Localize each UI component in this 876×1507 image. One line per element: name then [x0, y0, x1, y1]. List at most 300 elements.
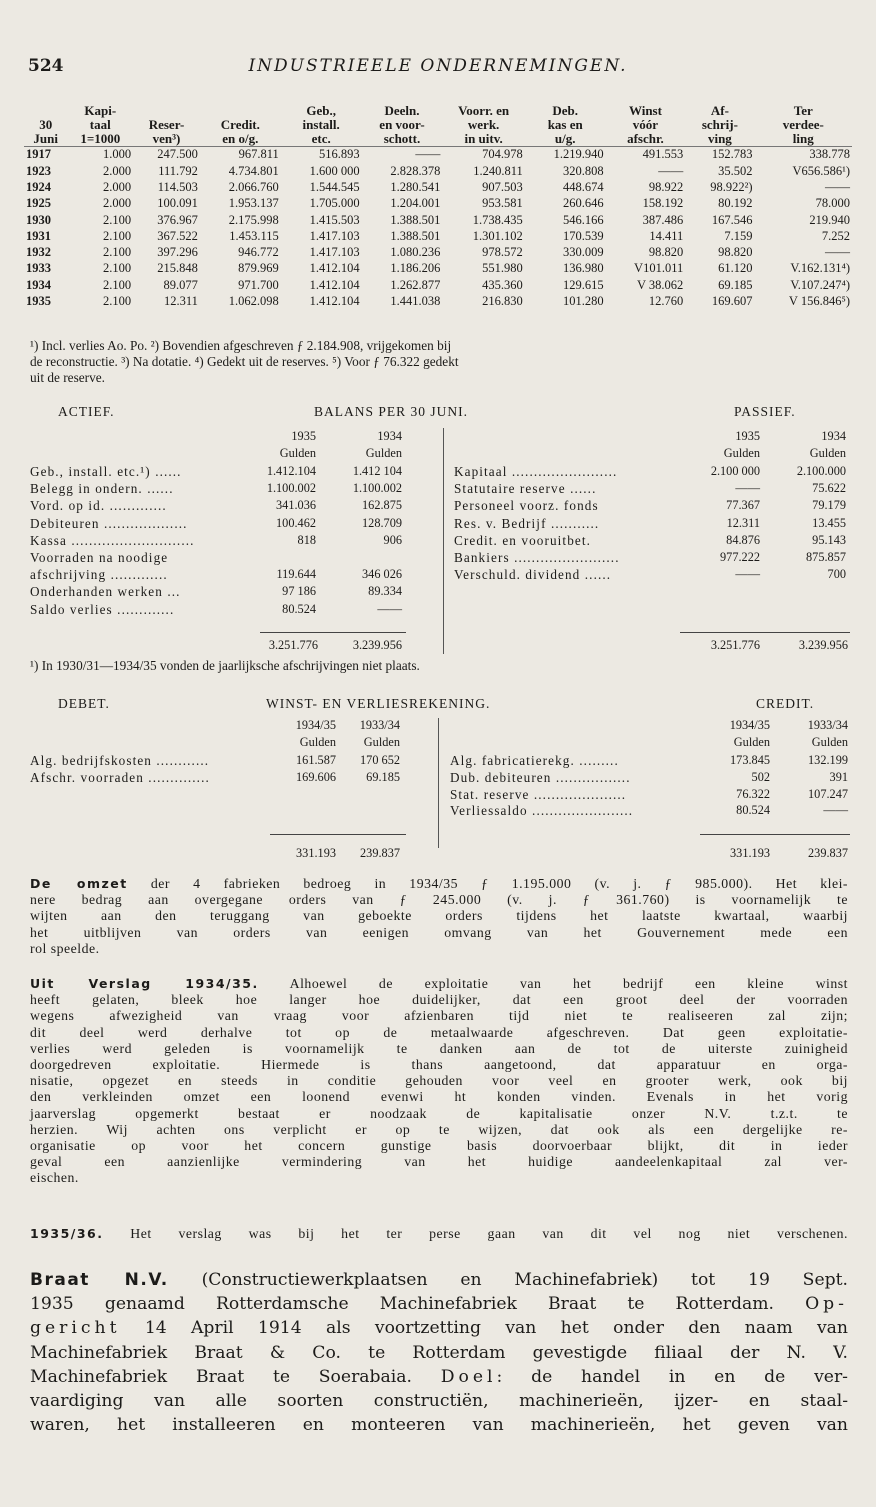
table-cell: 967.811: [200, 147, 281, 164]
table-cell: 491.553: [606, 147, 686, 164]
table-cell: 1.240.811: [473, 163, 523, 178]
row-value: 1.100.002: [352, 481, 402, 496]
row-year: 1932: [26, 245, 51, 260]
row-value: 161.587: [296, 753, 336, 767]
balance-center-title: BALANS PER 30 JUNI.: [314, 404, 469, 419]
table-cell: V.107.247⁴): [790, 277, 850, 292]
table-cell: 435.360: [482, 277, 523, 292]
table-cell: V656.586¹): [792, 163, 850, 178]
balance-footnote: ¹) In 1930/31—1934/35 vonden de jaarlijksche afschrijvingen niet plaats.: [30, 658, 420, 673]
column-header: Juni: [33, 131, 58, 147]
row-value: 1.412 104: [352, 464, 402, 478]
unit-label: Gulden: [809, 446, 846, 460]
column-header: Ter: [793, 103, 813, 119]
row-value: 1.412.104: [266, 464, 316, 478]
footnote-line: ¹) Incl. verlies Ao. Po. ²) Bovendien afgeschreven ƒ 2.184.908, vrijgekomen bij: [30, 338, 452, 353]
row-label: Dub. debiteuren .................: [450, 769, 631, 785]
table-cell: 1.417.103: [309, 228, 360, 243]
balance-left-title: ACTIEF.: [58, 404, 115, 419]
table-cell: 1.544.545: [309, 179, 360, 194]
statement-row: [454, 464, 850, 480]
text-line: Machinefabriek Braat & Co. te Rotterdam gevestigde filiaal der N. V.: [30, 1342, 848, 1363]
table-cell: 2.828.378: [390, 163, 441, 178]
table-cell: 2.175.998: [228, 212, 279, 227]
financial-history-table: [24, 104, 852, 310]
row-value: 169.606: [296, 770, 336, 784]
pl-left-title: DEBET.: [58, 696, 110, 711]
row-value: 132.199: [808, 753, 848, 767]
row-value: 119.644: [276, 567, 316, 582]
row-value: 906: [383, 532, 402, 547]
table-cell: 7.252: [821, 228, 850, 243]
row-label: Verschuld. dividend ......: [454, 567, 612, 583]
statement-row: [30, 584, 410, 600]
column-divider: [438, 718, 439, 848]
text-line: nere bedrag aan overgegane orders van ƒ 245.000 (v. j. ƒ 361.760) is voornamelijk te: [30, 892, 848, 908]
text-line: geval een aanzienlijke vermindering van het huidige aandeelenkapitaal zal ver-: [30, 1154, 848, 1170]
table-cell: 98.820: [718, 245, 753, 260]
text-line: waren, het installeeren en monteeren van machinerieën, het geven van: [30, 1415, 848, 1436]
table-cell: 907.503: [482, 179, 523, 194]
text-line: heeft gelaten, bleek hoe langer hoe duidelijker, dat een groot deel der voorraden: [30, 992, 848, 1008]
table-cell: 100.091: [157, 196, 198, 211]
paragraph-lead: De omzet: [30, 876, 128, 891]
row-year: 1924: [26, 179, 51, 194]
table-cell: ——: [825, 245, 850, 260]
text-line: 1935/36. Het verslag was bij het ter perse gaan van dit vel nog niet verschenen.: [30, 1226, 848, 1241]
company-entry-braat: [30, 1268, 848, 1437]
column-header: Deb.: [552, 103, 579, 119]
column-header: taal: [89, 117, 111, 133]
table-header: [24, 104, 852, 147]
table-cell: 2.100: [103, 228, 132, 243]
row-year: 1917: [24, 147, 67, 164]
statement-row: [454, 516, 850, 532]
row-value: 875.857: [806, 550, 846, 564]
table-cell: 546.166: [563, 212, 604, 227]
table-cell: 1.417.103: [309, 245, 360, 260]
row-value: 2.100 000: [710, 464, 760, 478]
row-value: 2.100.000: [796, 464, 846, 478]
statement-row: [30, 481, 410, 497]
company-name: Braat N.V.: [30, 1270, 169, 1290]
unit-label: Gulden: [811, 735, 848, 749]
statement-row: [30, 516, 410, 532]
total-rule: [680, 632, 850, 633]
table-row: [24, 196, 852, 212]
footnote-line: de reconstructie. ³) Na dotatie. ⁴) Gedekt uit de reserves. ⁵) Voor ƒ 76.322 gedekt: [30, 354, 459, 369]
table-cell: 2.100: [103, 277, 132, 292]
column-header: kas en: [547, 117, 583, 133]
row-label: Personeel voorz. fonds: [454, 498, 599, 514]
column-header: [24, 104, 67, 118]
table-cell: 953.581: [482, 196, 523, 211]
row-label: Verliessaldo .......................: [450, 803, 634, 819]
table-cell: 89.077: [163, 277, 198, 292]
table-cell: ——: [362, 147, 443, 164]
row-value: 95.143: [812, 532, 846, 547]
pl-center-title: WINST- EN VERLIESREKENING.: [266, 696, 491, 711]
paragraph-lead: 1935/36.: [30, 1226, 104, 1241]
row-label: Stat. reserve .....................: [450, 786, 627, 802]
table-cell: 1.953.137: [228, 196, 279, 211]
table-row: [24, 228, 852, 244]
statement-row: [30, 602, 410, 618]
total-value: 331.193: [296, 846, 336, 860]
table-cell: 111.792: [158, 163, 198, 178]
total-rule: [270, 834, 406, 835]
table-cell: 61.120: [718, 261, 753, 276]
table-cell: 1.738.435: [472, 212, 523, 227]
table-cell: 152.783: [685, 147, 754, 164]
table-row: [24, 212, 852, 228]
table-cell: 158.192: [642, 196, 684, 211]
footnote-line: uit de reserve.: [30, 370, 105, 385]
table-cell: 2.000: [103, 196, 132, 211]
statement-row: [30, 770, 410, 786]
row-value: 818: [297, 532, 316, 547]
table-row: [24, 163, 852, 179]
column-header: Kapi-: [84, 103, 117, 119]
row-value: 97 186: [282, 584, 316, 599]
row-value: 12.311: [726, 515, 760, 530]
row-value: 107.247: [808, 786, 848, 801]
column-header: Af-: [710, 103, 729, 119]
table-cell: 1.388.501: [390, 228, 441, 243]
header-row: [24, 118, 852, 132]
row-label: Voorraden na noodige: [30, 550, 169, 565]
row-year: 1925: [26, 196, 51, 211]
row-value: 341.036: [276, 498, 316, 513]
year-label: 1935: [291, 429, 316, 443]
pl-right-title: CREDIT.: [756, 696, 815, 711]
row-value: 69.185: [366, 770, 400, 784]
unit-label: Gulden: [279, 446, 316, 460]
text-line: vaardiging van alle soorten constructiën, machinerieën, ijzer- en staal-: [30, 1391, 848, 1412]
text-line: verlies werd geleden is voornamelijk te danken aan de tot de uiterste zuinigheid: [30, 1040, 848, 1056]
row-year: 1923: [26, 163, 51, 178]
text-line: jaarverslag opgemerkt bestaat er noodzaak de kapitalisatie onzer N.V. t.z.t. te: [30, 1105, 848, 1121]
table-row: [24, 261, 852, 277]
column-header: [133, 104, 200, 118]
table-cell: 7.159: [724, 228, 753, 243]
row-label: Statutaire reserve ......: [454, 481, 597, 497]
table-cell: 338.778: [755, 147, 852, 164]
column-header: in uitv.: [464, 131, 503, 147]
table-cell: 69.185: [718, 277, 753, 292]
row-value: 173.845: [730, 753, 770, 767]
statement-row: [30, 567, 410, 583]
table-row: [24, 147, 852, 164]
year-label: 1935: [735, 429, 760, 443]
year-label: 1934: [377, 429, 402, 443]
table-cell: 1.000: [67, 147, 133, 164]
table-cell: 78.000: [815, 196, 850, 211]
table-body: [24, 147, 852, 310]
paragraph-omzet: [30, 876, 848, 957]
table-cell: 1.412.104: [309, 261, 360, 276]
statement-row: [450, 770, 850, 786]
page-number: 524: [28, 56, 64, 76]
unit-label: Gulden: [365, 446, 402, 460]
table-cell: ——: [825, 179, 850, 194]
balance-right-title: PASSIEF.: [734, 404, 796, 419]
unit-label: Gulden: [299, 735, 336, 749]
row-label: Debiteuren ...................: [30, 515, 188, 531]
text-line: Uit Verslag 1934/35. Alhoewel de exploitatie van het bedrijf een kleine winst: [30, 976, 848, 991]
row-label: Vord. op id. .............: [30, 498, 167, 514]
row-label: Onderhanden werken ...: [30, 584, 181, 600]
text-line: doorgedreven exploitatie. Hiermede is thans aangetoond, dat apparatuur en orga-: [30, 1057, 848, 1073]
column-header: werk.: [467, 117, 500, 133]
column-header: Credit.: [220, 117, 260, 133]
total-value: 239.837: [360, 846, 400, 860]
year-label: 1934/35: [729, 718, 770, 732]
text-line: den verkleinden omzet een loonend evenwi ht konden vinden. Evenals in het vorig: [30, 1089, 848, 1105]
table-cell: 551.980: [482, 261, 523, 276]
paragraph-1935-36: [30, 1226, 848, 1242]
table-cell: 879.969: [238, 261, 279, 276]
text-line: eischen.: [30, 1170, 79, 1186]
table-cell: V 38.062: [636, 277, 684, 292]
text-line: De omzet der 4 fabrieken bedroeg in 1934/35 ƒ 1.195.000 (v. j. ƒ 985.000). Het klei-: [30, 876, 848, 891]
table-cell: 98.922: [648, 179, 684, 194]
column-header: Geb.,: [306, 103, 336, 119]
row-year: 1933: [26, 261, 51, 276]
table-cell: 1.705.000: [309, 196, 360, 211]
column-header: Voorr. en: [458, 103, 510, 119]
table-cell: 14.411: [649, 228, 684, 243]
table-cell: 129.615: [563, 277, 604, 292]
table-cell: 1.441.038: [390, 294, 441, 309]
paragraph-lead: Uit Verslag 1934/35.: [30, 976, 259, 991]
text-line: gericht 14 April 1914 als voortzetting van het onder den naam van: [30, 1318, 848, 1339]
unit-label: Gulden: [733, 735, 770, 749]
column-header: en o/g.: [222, 131, 259, 147]
table-cell: 978.572: [482, 245, 523, 260]
table-cell: 2.100: [103, 212, 132, 227]
total-value: 3.239.956: [352, 638, 402, 652]
row-value: 391: [829, 769, 848, 784]
row-label: Kapitaal ........................: [454, 464, 618, 479]
row-value: 100.462: [276, 515, 316, 530]
statement-row: [30, 753, 410, 769]
table-cell: 1.186.206: [390, 261, 441, 276]
row-value: 80.524: [282, 601, 316, 616]
table-cell: 946.772: [238, 245, 279, 260]
column-header: verdee-: [782, 117, 824, 133]
row-value: 977.222: [720, 550, 760, 564]
table-cell: 219.940: [809, 212, 850, 227]
row-value: 1.100.002: [266, 481, 316, 496]
profit-loss-statement: [30, 696, 850, 866]
table-cell: 2.100: [103, 245, 132, 260]
table-cell: 4.734.801: [228, 163, 279, 178]
table-cell: 1.388.501: [390, 212, 441, 227]
column-header: schrij-: [701, 117, 738, 133]
row-label: Bankiers ........................: [454, 550, 620, 565]
table-cell: 971.700: [238, 277, 279, 292]
statement-row: [454, 481, 850, 497]
statement-row: [450, 753, 850, 769]
statement-row: [30, 550, 410, 566]
year-label: 1934/35: [295, 718, 336, 732]
row-label: Alg. bedrijfskosten ............: [30, 753, 210, 768]
year-label: 1934: [821, 429, 846, 443]
row-value: 76.322: [736, 786, 770, 801]
statement-row: [454, 567, 850, 583]
column-header: en voor-: [379, 117, 425, 133]
statement-row: [454, 550, 850, 566]
table-cell: 704.978: [442, 147, 524, 164]
total-rule: [700, 834, 850, 835]
column-header: u/g.: [554, 131, 576, 147]
table-cell: 98.922²): [710, 179, 753, 194]
table-cell: 2.000: [103, 163, 132, 178]
column-header: etc.: [311, 131, 331, 147]
year-label: 1933/34: [807, 718, 848, 732]
row-label: Res. v. Bedrijf ...........: [454, 515, 600, 531]
column-header: install.: [302, 117, 340, 133]
paragraph-verslag: [30, 976, 848, 1187]
table-cell: 1.280.541: [390, 179, 441, 194]
row-value: 502: [751, 769, 770, 784]
column-header: Deeln.: [384, 103, 420, 119]
table-cell: 1.062.098: [228, 294, 279, 309]
row-label: Credit. en vooruitbet.: [454, 532, 592, 548]
row-year: 1935: [26, 294, 51, 309]
statement-row: [454, 533, 850, 549]
row-value: 89.334: [368, 584, 402, 599]
table-cell: 1.600 000: [309, 163, 360, 178]
table-footnotes: [30, 338, 850, 386]
total-value: 3.251.776: [710, 638, 760, 652]
column-header: 1=1000: [80, 131, 121, 147]
text-line: organisatie op voor het concern gunstige basis doorvoerbaar blijkt, dit in ieder: [30, 1138, 848, 1154]
table-cell: 2.000: [103, 179, 132, 194]
table-cell: 2.066.760: [228, 179, 279, 194]
column-header: 30: [39, 117, 53, 133]
column-header: afschr.: [627, 131, 664, 147]
row-value: ——: [735, 481, 760, 496]
table-cell: V 156.846⁵): [788, 294, 850, 309]
row-value: 346 026: [362, 567, 402, 582]
table-cell: 1.412.104: [309, 277, 360, 292]
text-line: het uitblijven van orders van eenigen omvang van het Gouvernement mede een: [30, 924, 848, 940]
table-cell: 1.262.877: [390, 277, 441, 292]
row-year: 1931: [26, 228, 51, 243]
text-line: nisatie, opgezet en steeds in conditie gehouden voor veel en grooter werk, ook bij: [30, 1073, 848, 1089]
unit-label: Gulden: [363, 735, 400, 749]
text-line: wijten aan den teruggang van geboekte orders tijdens het laatste kwartaal, waarbij: [30, 908, 848, 924]
row-value: 162.875: [362, 498, 402, 513]
column-header: schott.: [383, 131, 421, 147]
total-value: 239.837: [808, 846, 848, 860]
row-value: 77.367: [726, 498, 760, 513]
row-value: 84.876: [726, 532, 760, 547]
column-header: Reser-: [148, 117, 185, 133]
row-label: Afschr. voorraden ..............: [30, 770, 210, 785]
running-title: INDUSTRIEELE ONDERNEMINGEN.: [248, 56, 628, 76]
table-cell: 215.848: [157, 261, 198, 276]
table-cell: 1.219.940: [525, 147, 606, 164]
total-value: 3.239.956: [798, 638, 848, 652]
row-year: 1930: [26, 212, 51, 227]
column-header: [200, 104, 281, 118]
text-line: dit deel werd derhalve tot op de metaalwaarde afgeschreven. Dat geen exploitatie-: [30, 1024, 848, 1040]
table-cell: V.162.131⁴): [790, 261, 850, 276]
total-rule: [260, 632, 406, 633]
table-cell: 167.546: [711, 212, 753, 227]
table-cell: 376.967: [157, 212, 198, 227]
table-cell: 12.760: [648, 294, 684, 309]
table-cell: 169.607: [711, 294, 753, 309]
table-cell: 114.503: [157, 179, 198, 194]
text-line: Braat N.V. (Constructiewerkplaatsen en Machinefabriek) tot 19 Sept.: [30, 1270, 848, 1290]
text-line: rol speelde.: [30, 940, 100, 956]
text-line: Machinefabriek Braat te Soerabaia. Doel: de handel in en de ver-: [30, 1366, 848, 1387]
row-label: afschrijving .............: [30, 567, 168, 583]
table-cell: 1.453.115: [229, 228, 279, 243]
table-cell: 2.100: [103, 294, 132, 309]
column-header: ving: [707, 131, 732, 147]
table-cell: ——: [658, 163, 684, 178]
table-cell: 80.192: [718, 196, 753, 211]
row-label: Saldo verlies .............: [30, 601, 175, 617]
table-cell: 136.980: [563, 261, 604, 276]
unit-label: Gulden: [723, 446, 760, 460]
table-cell: 387.486: [642, 212, 684, 227]
statement-row: [450, 787, 850, 803]
balance-sheet: [30, 404, 850, 676]
row-label: Alg. fabricatierekg. .........: [450, 753, 619, 768]
page-header: [28, 56, 848, 80]
header-row: [24, 104, 852, 118]
header-row: [24, 132, 852, 147]
statement-row: [450, 803, 850, 819]
statement-row: [30, 464, 410, 480]
table-cell: 247.500: [133, 147, 200, 164]
column-header: ling: [792, 131, 814, 147]
row-value: 75.622: [812, 481, 846, 496]
table-row: [24, 245, 852, 261]
total-value: 331.193: [730, 846, 770, 860]
text-line: 1935 genaamd Rotterdamsche Machinefabriek Braat te Rotterdam. Op-: [30, 1294, 848, 1315]
table-cell: 35.502: [718, 163, 753, 178]
table-row: [24, 180, 852, 196]
text-line: wegens afwezigheid van vraag voor afzienbaren tijd niet te realiseeren zal zijn;: [30, 1008, 848, 1024]
table-cell: 216.830: [482, 294, 523, 309]
row-value: 79.179: [812, 498, 846, 513]
table-cell: 516.893: [281, 147, 362, 164]
table-cell: 320.808: [563, 163, 604, 178]
row-year: 1934: [26, 277, 51, 292]
table-cell: 1.204.001: [390, 196, 441, 211]
table-cell: 367.522: [157, 228, 198, 243]
table-cell: 1.415.503: [309, 212, 360, 227]
row-value: ——: [823, 803, 848, 818]
row-label: Kassa ............................: [30, 532, 195, 548]
table-cell: 260.646: [563, 196, 604, 211]
row-value: 170 652: [360, 753, 400, 767]
table-cell: 12.311: [164, 294, 198, 309]
table-cell: 448.674: [563, 179, 604, 194]
table-cell: 98.820: [648, 245, 684, 260]
table-cell: 101.280: [563, 294, 604, 309]
statement-row: [454, 498, 850, 514]
table-cell: 170.539: [563, 228, 604, 243]
row-value: ——: [377, 601, 402, 616]
